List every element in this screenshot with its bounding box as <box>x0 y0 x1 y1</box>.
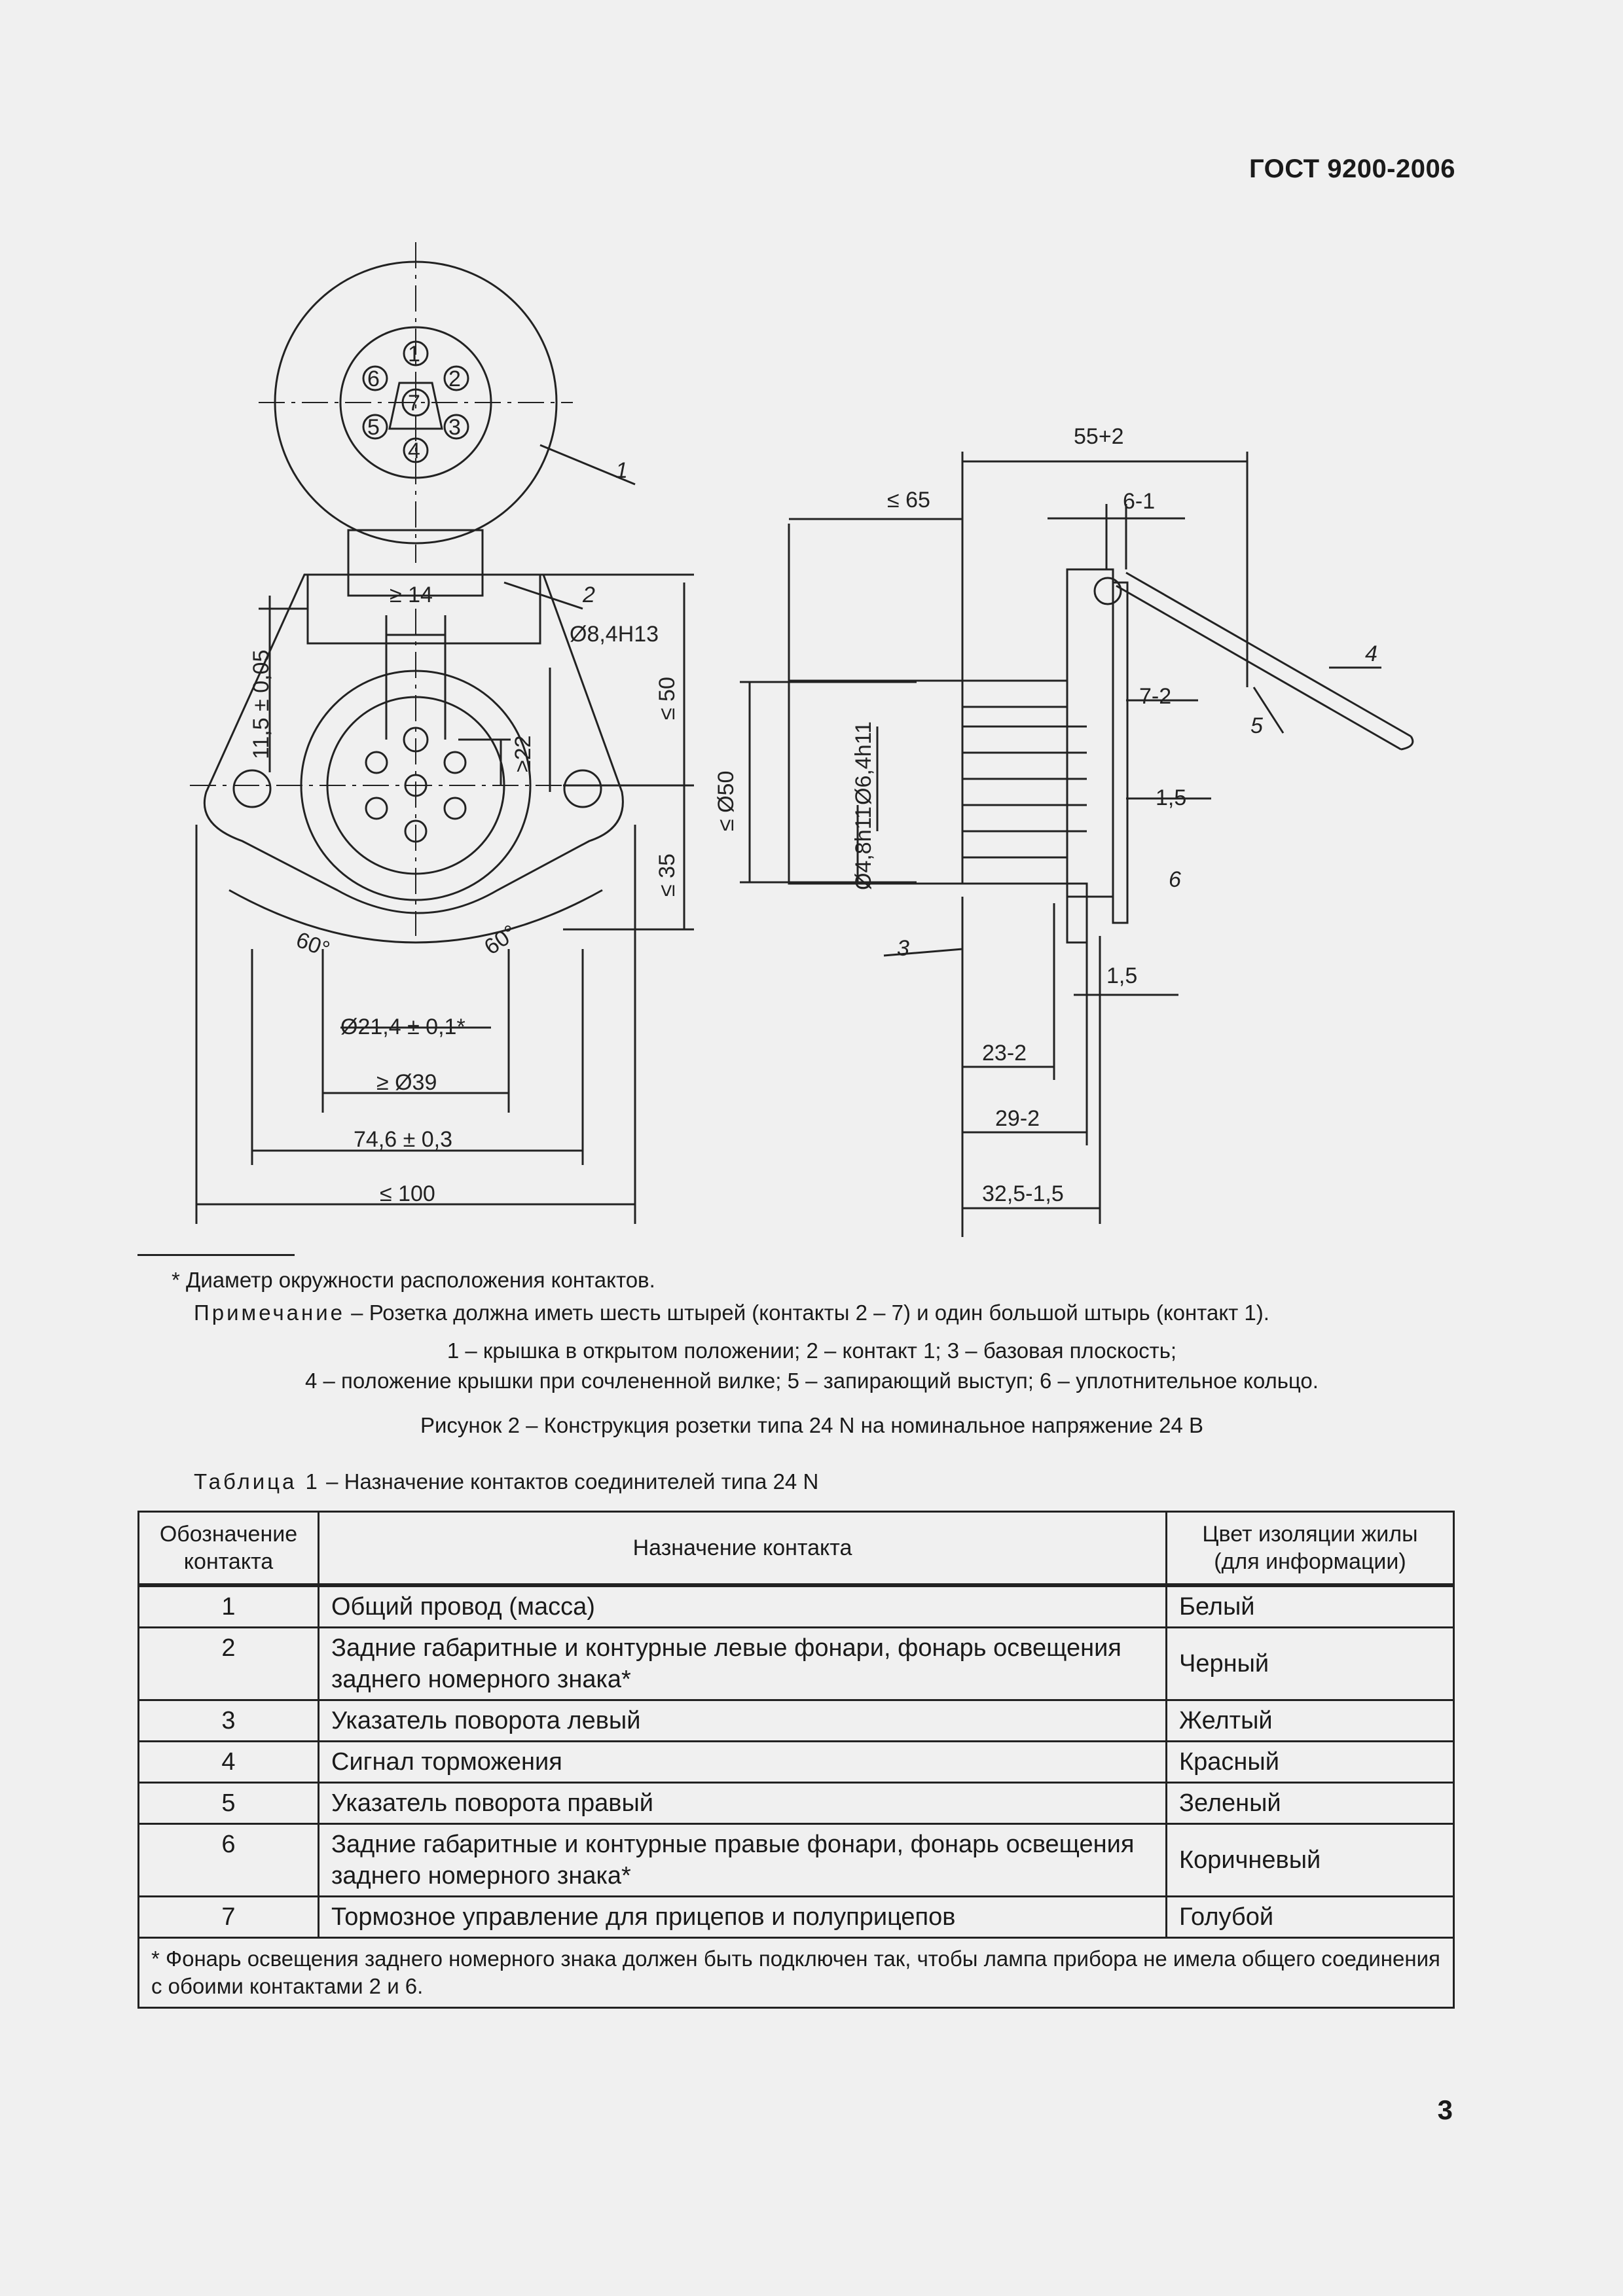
dim-text: ≤ 50 <box>655 677 680 720</box>
dim-text: 1,5 <box>1156 785 1187 810</box>
pin-label-4: 4 <box>408 439 420 463</box>
callout-1: 1 <box>615 458 628 483</box>
dim-text: 23-2 <box>982 1041 1027 1066</box>
cell-purpose: Сигнал торможения <box>319 1742 1167 1783</box>
dim-text: 11,5 ± 0,05 <box>249 649 274 759</box>
header-number: Обозначение контакта <box>139 1512 319 1586</box>
pin-label-3: 3 <box>448 415 461 440</box>
page-number: 3 <box>1437 2094 1453 2125</box>
dim-text: 1,5 <box>1106 963 1138 988</box>
table-row <box>139 1824 1454 1897</box>
callout-3: 3 <box>897 936 909 961</box>
cell-color: Голубой <box>1167 1897 1454 1938</box>
pin-label-2: 2 <box>448 367 461 391</box>
mount-hole-right <box>564 770 601 807</box>
note <box>194 1299 1542 1327</box>
mount-hole-left <box>234 770 270 807</box>
legend-line-2: 4 – положение крышки при сочлененной вилке; 5 – запирающий выступ; 6 – уплотнительное кольцо. <box>305 1369 1319 1393</box>
document-id: ГОСТ 9200-2006 <box>1249 154 1455 183</box>
dim-text: ≤ 65 <box>887 488 930 512</box>
cell-number: 3 <box>139 1700 319 1742</box>
table-footnote: * Фонарь освещения заднего номерного знака должен быть подключен так, чтобы лампа прибора не имела общего соединения с обоими контактами 2 и 6. <box>139 1938 1454 2008</box>
table-row <box>139 1897 1454 1938</box>
table-row <box>139 1783 1454 1824</box>
cell-color: Желтый <box>1167 1700 1454 1742</box>
note-text: – Розетка должна иметь шесть штырей (контакты 2 – 7) и один большой штырь (контакт 1). <box>345 1300 1269 1325</box>
pin-label-6: 6 <box>367 367 380 391</box>
footnote-rule <box>137 1254 295 1256</box>
cell-number: 5 <box>139 1783 319 1824</box>
cell-number: 1 <box>139 1585 319 1628</box>
dim-text: ≤ Ø50 <box>714 770 739 831</box>
dim-text: 32,5-1,5 <box>982 1181 1064 1206</box>
table-caption-text: – Назначение контактов соединителей типа 24 N <box>319 1469 819 1494</box>
cell-number: 7 <box>139 1897 319 1938</box>
pin-label-1: 1 <box>408 342 420 367</box>
dim-text: 7-2 <box>1139 684 1172 709</box>
dim-text: ≥22 <box>511 735 536 772</box>
dim-text: ≤ 100 <box>380 1181 435 1206</box>
cell-color: Черный <box>1167 1628 1454 1700</box>
drawing-footnote: * Диаметр окружности расположения контактов. <box>172 1268 655 1292</box>
callout-4: 4 <box>1365 641 1377 666</box>
cell-color: Белый <box>1167 1585 1454 1628</box>
cell-purpose: Указатель поворота правый <box>319 1783 1167 1824</box>
table-footnote-row <box>139 1938 1454 2008</box>
legend-line-1: 1 – крышка в открытом положении; 2 – контакт 1; 3 – базовая плоскость; <box>447 1338 1177 1363</box>
callout-6: 6 <box>1169 867 1181 892</box>
cell-number: 4 <box>139 1742 319 1783</box>
dim-text: 6-1 <box>1123 489 1156 514</box>
dim-text: Ø6,4h11 <box>851 721 876 805</box>
pin-label-7: 7 <box>408 391 420 416</box>
cell-color: Красный <box>1167 1742 1454 1783</box>
pin-label-5: 5 <box>367 415 380 440</box>
dim-text: ≤ 35 <box>655 853 680 897</box>
table-caption <box>194 1467 1542 1496</box>
dim-text: Ø21,4 ± 0,1* <box>340 1014 465 1039</box>
dim-text: Ø4,8h11 <box>851 806 876 890</box>
callout-5: 5 <box>1250 713 1263 738</box>
table-row <box>139 1700 1454 1742</box>
figure-caption: Рисунок 2 – Конструкция розетки типа 24 N на номинальное напряжение 24 В <box>420 1413 1204 1437</box>
note-label: Примечание <box>194 1300 346 1325</box>
cell-number: 6 <box>139 1824 319 1897</box>
dim-text: 29-2 <box>995 1106 1040 1131</box>
cell-color: Зеленый <box>1167 1783 1454 1824</box>
dim-text: Ø8,4H13 <box>570 622 659 647</box>
cell-number: 2 <box>139 1628 319 1700</box>
cell-purpose: Задние габаритные и контурные правые фонари, фонарь освещения заднего номерного знака* <box>319 1824 1167 1897</box>
dim-text: ≥ Ø39 <box>376 1070 437 1095</box>
cell-color: Коричневый <box>1167 1824 1454 1897</box>
header-color: Цвет изоляции жилы (для информации) <box>1167 1512 1454 1586</box>
dim-text: 60° <box>479 920 522 960</box>
connector-drawing <box>0 216 1623 1263</box>
callout-2: 2 <box>583 583 595 607</box>
cell-purpose: Указатель поворота левый <box>319 1700 1167 1742</box>
cell-purpose: Задние габаритные и контурные левые фонари, фонарь освещения заднего номерного знака* <box>319 1628 1167 1700</box>
dim-text: ≥ 14 <box>390 583 433 607</box>
header-purpose: Назначение контакта <box>319 1512 1167 1586</box>
table-row <box>139 1628 1454 1700</box>
table-row <box>139 1585 1454 1628</box>
cell-purpose: Общий провод (масса) <box>319 1585 1167 1628</box>
table-row <box>139 1742 1454 1783</box>
cell-purpose: Тормозное управление для прицепов и полуприцепов <box>319 1897 1167 1938</box>
dim-text: 60° <box>293 927 333 963</box>
dim-text: 55+2 <box>1074 424 1124 449</box>
dim-text: 74,6 ± 0,3 <box>354 1127 452 1152</box>
contacts-table <box>137 1511 1455 2009</box>
side-view <box>740 452 1413 1237</box>
table-caption-label: Таблица 1 <box>194 1469 320 1494</box>
